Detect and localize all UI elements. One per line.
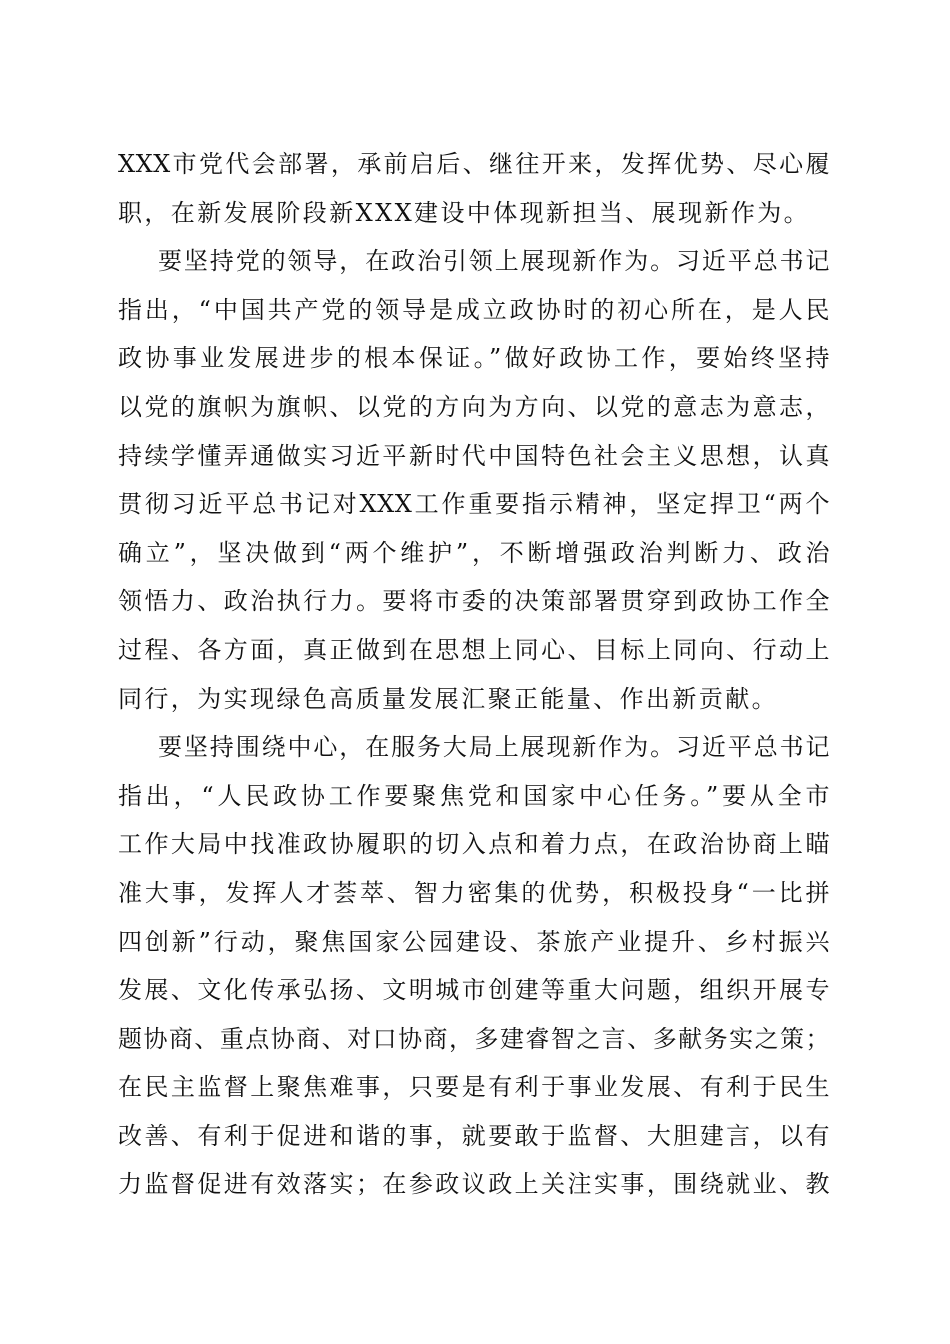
text-line: 贯彻习近平总书记对XXX工作重要指示精神，坚定捍卫“两个 xyxy=(118,490,830,519)
paragraph-2 xyxy=(118,237,830,723)
text-line: 发展、文化传承弘扬、文明城市创建等重大问题，组织开展专 xyxy=(118,976,830,1005)
text-line: 力监督促进有效落实；在参政议政上关注实事，围绕就业、教 xyxy=(118,1170,830,1199)
text-line: 要坚持围绕中心，在服务大局上展现新作为。习近平总书记 xyxy=(158,733,830,762)
text-line: 在民主监督上聚焦难事，只要是有利于事业发展、有利于民生 xyxy=(118,1073,830,1102)
text-line: 过程、各方面，真正做到在思想上同心、目标上同向、行动上 xyxy=(118,635,830,664)
text-line: 领悟力、政治执行力。要将市委的决策部署贯穿到政协工作全 xyxy=(118,587,830,616)
paragraph-3 xyxy=(118,723,830,1209)
text-line: 要坚持党的领导，在政治引领上展现新作为。习近平总书记 xyxy=(158,247,830,276)
text-line: 题协商、重点协商、对口协商，多建睿智之言、多献务实之策； xyxy=(118,1024,830,1053)
paragraph-1 xyxy=(118,140,830,237)
text-line: 职，在新发展阶段新XXX建设中体现新担当、展现新作为。 xyxy=(118,198,811,227)
text-line: 四创新”行动，聚焦国家公园建设、茶旅产业提升、乡村振兴 xyxy=(118,927,830,956)
text-line: 政协事业发展进步的根本保证。”做好政协工作，要始终坚持 xyxy=(118,344,830,373)
text-line: 改善、有利于促进和谐的事，就要敢于监督、大胆建言，以有 xyxy=(118,1121,830,1150)
text-line: 同行，为实现绿色高质量发展汇聚正能量、作出新贡献。 xyxy=(118,684,778,713)
text-line: 持续学懂弄通做实习近平新时代中国特色社会主义思想，认真 xyxy=(118,441,830,470)
text-line: 指出，“人民政协工作要聚焦党和国家中心任务。”要从全市 xyxy=(118,781,830,810)
text-line: 以党的旗帜为旗帜、以党的方向为方向、以党的意志为意志， xyxy=(118,392,830,421)
document-body xyxy=(118,140,830,1209)
text-line: 指出，“中国共产党的领导是成立政协时的初心所在，是人民 xyxy=(118,295,830,324)
text-line: 确立”，坚决做到“两个维护”，不断增强政治判断力、政治 xyxy=(118,538,830,567)
text-line: 准大事，发挥人才荟萃、智力密集的优势，积极投身“一比拼 xyxy=(118,878,830,907)
text-line: XXX市党代会部署，承前启后、继往开来，发挥优势、尽心履 xyxy=(118,150,830,178)
text-line: 工作大局中找准政协履职的切入点和着力点，在政治协商上瞄 xyxy=(118,830,830,859)
